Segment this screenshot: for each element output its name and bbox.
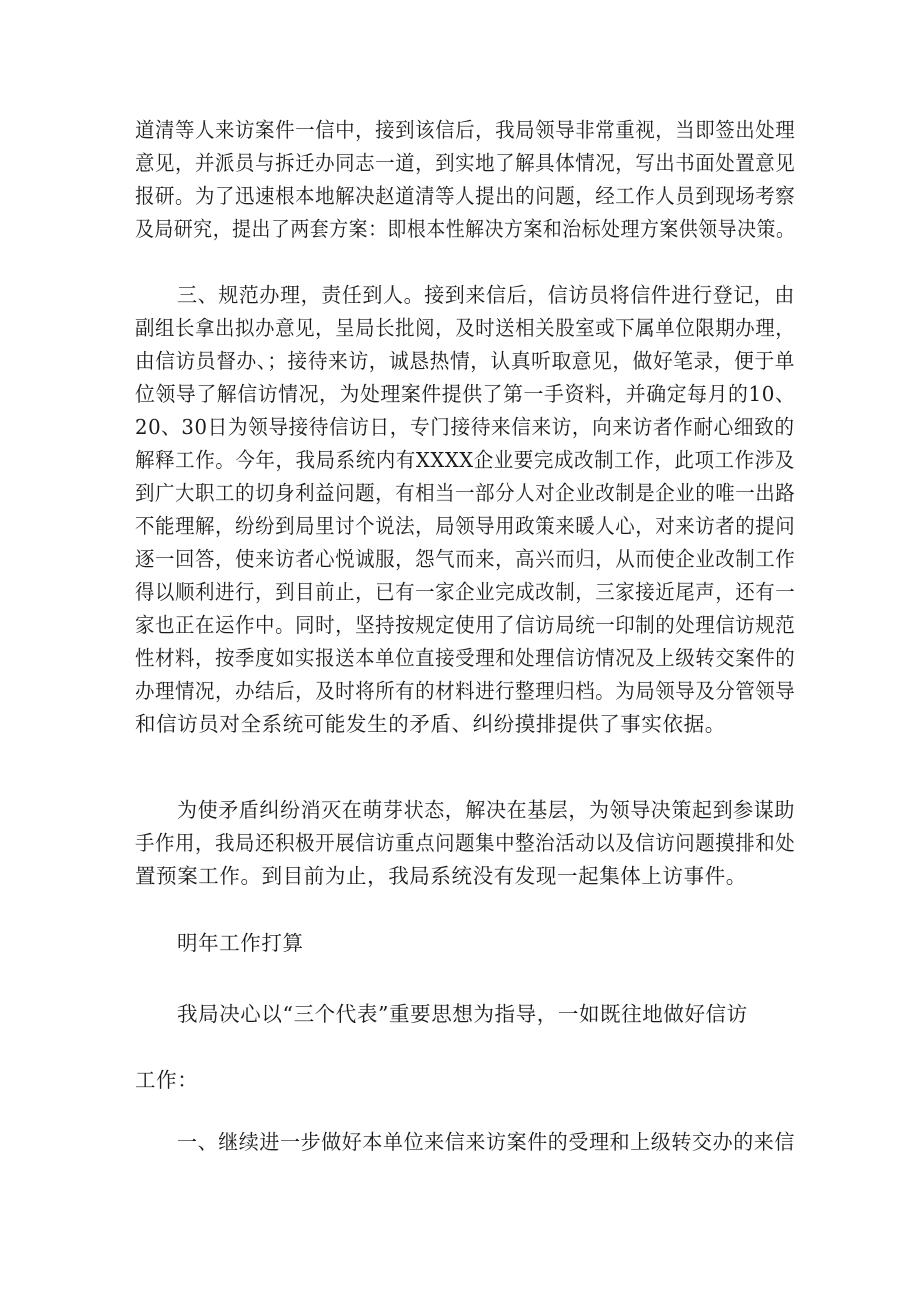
text-line: 手作用，我局还积极开展信访重点问题集中整治活动以及信访问题摸排和处 [135,831,796,855]
text-line: 及局研究，提出了两套方案：即根本性解决方案和治标处理方案供领导决策。 [135,217,796,241]
text-line: 一、继续进一步做好本单位来信来访案件的受理和上级转交办的来信 [177,1130,795,1154]
text-line: 得以顺利进行，到目前止，已有一家企业完成改制，三家接近尾声，还有一 [135,580,796,604]
text-line: 家也正在运作中。同时，坚持按规定使用了信访局统一印制的处理信访规范 [135,613,796,637]
text-line: 位领导了解信访情况，为处理案件提供了第一手资料，并确定每月的10、 [135,382,796,406]
text-line: 意见，并派员与拆迁办同志一道，到实地了解具体情况，写出书面处置意见 [135,151,796,175]
text-line: 逐一回答，使来访者心悦诚服，怨气而来，高兴而归，从而使企业改制工作 [135,547,796,571]
text-line: 解释工作。今年，我局系统内有XXXX企业要完成改制工作，此项工作涉及 [135,448,795,472]
text-line: 由信访员督办、；接待来访，诚恳热情，认真听取意见，做好笔录，便于单 [135,349,796,373]
text-line: 性材料，按季度如实报送本单位直接受理和处理信访情况及上级转交案件的 [135,646,796,670]
text-line: 副组长拿出拟办意见，呈局长批阅，及时送相关股室或下属单位限期办理， [135,316,796,340]
text-line: 工作： [135,1068,199,1092]
text-line: 三、规范办理，责任到人。接到来信后，信访员将信件进行登记，由 [177,283,795,307]
text-line: 为使矛盾纠纷消灭在萌芽状态，解决在基层，为领导决策起到参谋助 [177,798,795,822]
text-line: 和信访员对全系统可能发生的矛盾、纠纷摸排提供了事实依据。 [135,712,726,736]
text-line: 办理情况，办结后，及时将所有的材料进行整理归档。为局领导及分管领导 [135,679,796,703]
text-line: 道清等人来访案件一信中，接到该信后，我局领导非常重视，当即签出处理 [135,118,796,142]
section-heading: 明年工作打算 [177,931,304,955]
text-line: 不能理解，纷纷到局里讨个说法，局领导用政策来暖人心，对来访者的提问 [135,514,796,538]
text-line: 报研。为了迅速根本地解决赵道清等人提出的问题，经工作人员到现场考察 [135,184,796,208]
text-line: 20、30日为领导接待信访日，专门接待来信来访，向来访者作耐心细致的 [135,415,795,439]
text-line: 置预案工作。到目前为止，我局系统没有发现一起集体上访事件。 [135,864,747,888]
text-line: 我局决心以“三个代表”重要思想为指导，一如既往地做好信访 [177,1002,748,1026]
text-line: 到广大职工的切身利益问题，有相当一部分人对企业改制是企业的唯一出路 [135,481,796,505]
